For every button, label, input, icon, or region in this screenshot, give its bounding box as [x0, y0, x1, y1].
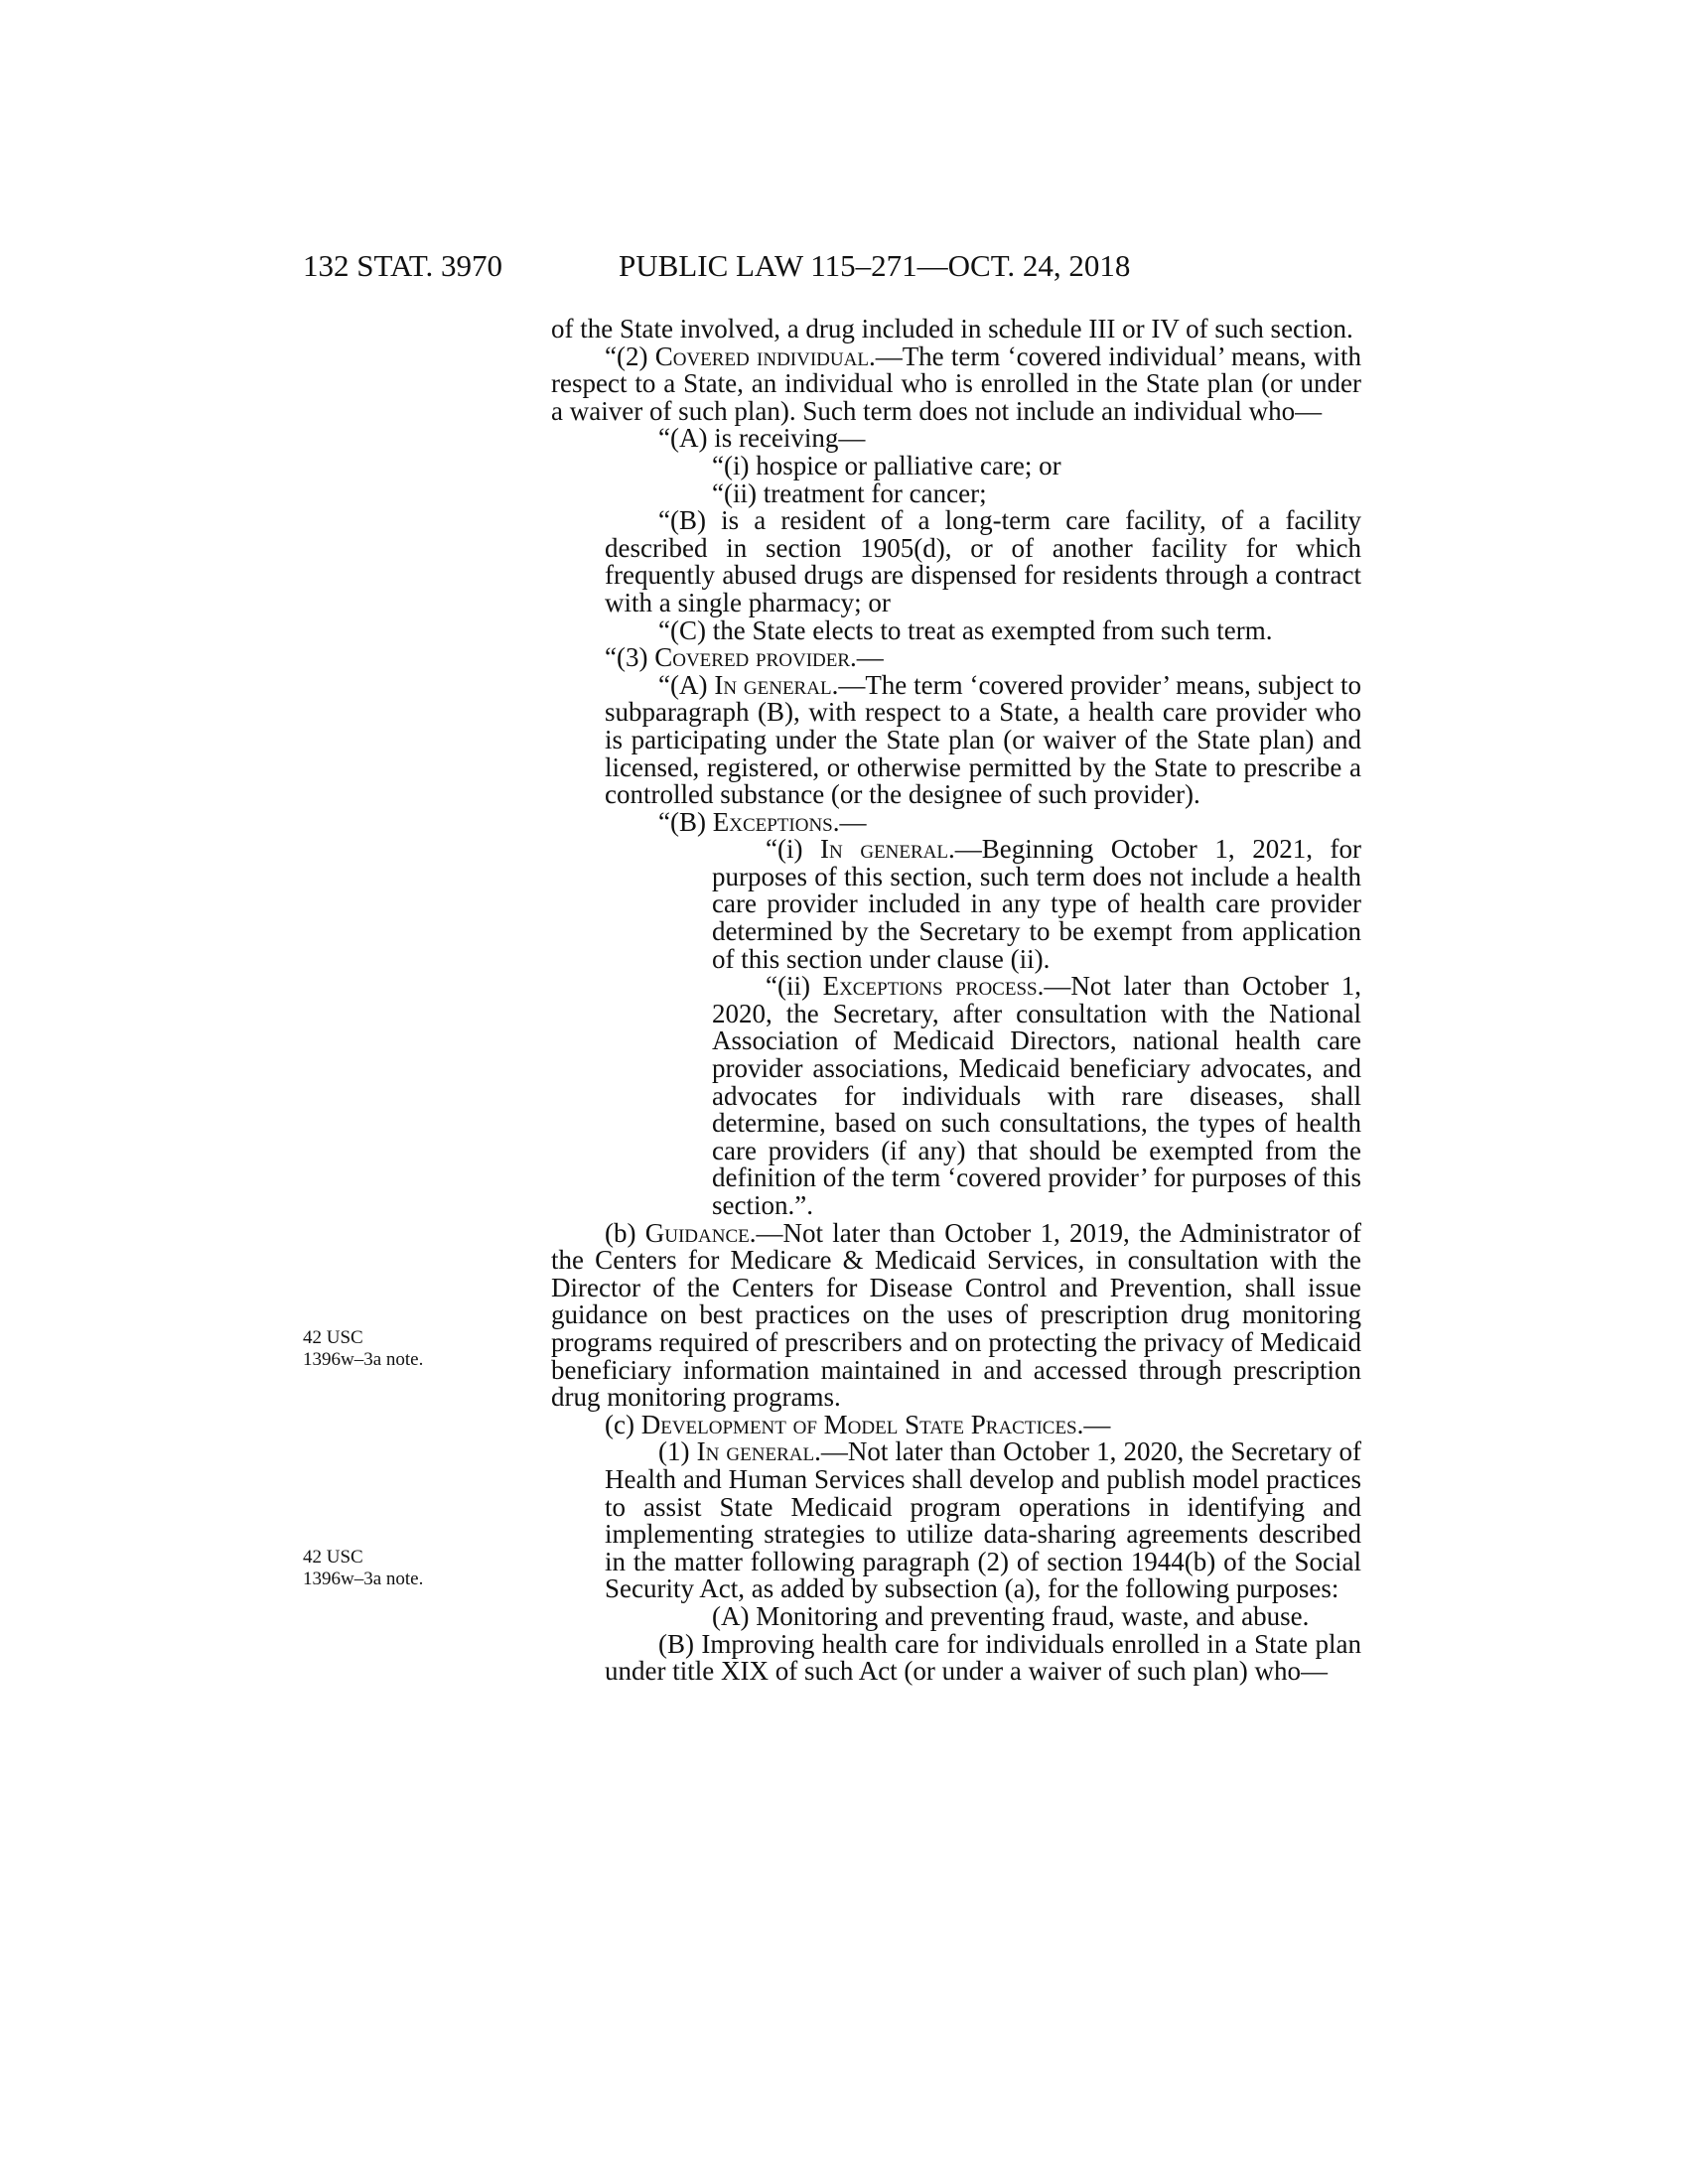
- section-heading: In general: [696, 1436, 815, 1467]
- section-heading: Exceptions: [712, 806, 833, 837]
- subparagraph-a-in-general: “(A) In general.—The term ‘covered provider’ means, subject to subparagraph (B), with respect to a State, a health care provider who is participating under the State plan (or waiver of the State plan) and licensed, registered, or otherwise permitted by the State to prescribe a controlled substance (or the designee of such provider).: [605, 669, 1361, 810]
- section-heading: Covered individual: [654, 341, 869, 371]
- margin-note-section: 1396w–3a note.: [303, 1349, 424, 1370]
- clause-ii: “(ii) treatment for cancer;: [712, 478, 987, 508]
- margin-note-section: 1396w–3a note.: [303, 1569, 424, 1589]
- page-header: [303, 248, 1355, 288]
- clause-ii-exceptions-process: “(ii) Exceptions process.—Not later than October 1, 2020, the Secretary, after consultation with the National Association of Medicaid Directors, national health care provider associations, Medicaid beneficiary advocates, and advocates for individuals with rare diseases, shall determine, based on such consultations, the types of health care providers (if any) that should be exempted from the definition of the term ‘covered provider’ for purposes of this section.”.: [712, 971, 1361, 1220]
- subsection-c-model-practices: (c) Development of Model State Practices.—: [605, 1409, 1111, 1439]
- subsection-b-guidance: (b) Guidance.—Not later than October 1, 2019, the Administrator of the Centers for Medicare & Medicaid Services, in consultation with the Director of the Centers for Disease Control and Prevention, shall issue guidance on best practices on the uses of prescription drug monitoring programs required of prescribers and on protecting the privacy of Medicaid beneficiary information maintained in and accessed through prescription drug monitoring programs.: [551, 1217, 1361, 1413]
- section-heading: Guidance: [644, 1217, 750, 1248]
- statute-body: [551, 316, 1361, 1686]
- margin-note-code: 42 USC: [303, 1547, 363, 1568]
- statute-page-number: 132 STAT. 3970: [303, 248, 503, 283]
- subparagraph-a: “(A) is receiving—: [658, 423, 866, 454]
- margin-note-code: 42 USC: [303, 1327, 363, 1348]
- subparagraph-b-exceptions: “(B) Exceptions.—: [658, 806, 867, 837]
- subparagraph-a-monitoring: (A) Monitoring and preventing fraud, waste, and abuse.: [712, 1600, 1310, 1631]
- clause-i-in-general: “(i) In general.—Beginning October 1, 2021, for purposes of this section, such term does not include a health care provider included in any type of health care provider determined by the Secretary to be exempt from application of this section under clause (ii).: [712, 834, 1361, 974]
- subparagraph-b-improving: (B) Improving health care for individuals enrolled in a State plan under title XIX of such Act (or under a waiver of such plan) who—: [605, 1628, 1361, 1687]
- paragraph-continuation: of the State involved, a drug included in schedule III or IV of such section.: [551, 314, 1353, 343]
- paragraph-covered-individual: “(2) Covered individual.—The term ‘covered individual’ means, with respect to a State, an individual who is enrolled in the State plan (or under a waiver of such plan). Such term does not include an individual who—: [551, 341, 1361, 426]
- subparagraph-c: “(C) the State elects to treat as exempted from such term.: [658, 614, 1273, 645]
- section-heading: Covered provider: [654, 642, 851, 673]
- section-heading: In general: [820, 834, 948, 865]
- section-heading: Exceptions process: [822, 971, 1038, 1002]
- section-heading: In general: [714, 669, 832, 700]
- paragraph-covered-provider: “(3) Covered provider.—: [605, 642, 884, 673]
- running-title: PUBLIC LAW 115–271—OCT. 24, 2018: [619, 248, 1131, 283]
- section-heading: Development of Model State Practices: [640, 1409, 1077, 1439]
- margin-note-2: [303, 1547, 462, 1590]
- subparagraph-b: “(B) is a resident of a long-term care facility, of a facility described in section 1905(d), or of another facility for which frequently abused drugs are dispensed for residents through a contract with a single pharmacy; or: [605, 505, 1361, 617]
- paragraph-1-in-general: (1) In general.—Not later than October 1, 2020, the Secretary of Health and Human Services shall develop and publish model practices to assist State Medicaid program operations in identifying and implementing strategies to utilize data-sharing agreements described in the matter following paragraph (2) of section 1944(b) of the Social Security Act, as added by subsection (a), for the following purposes:: [605, 1436, 1361, 1604]
- clause-i: “(i) hospice or palliative care; or: [712, 450, 1061, 480]
- margin-note-1: [303, 1327, 462, 1371]
